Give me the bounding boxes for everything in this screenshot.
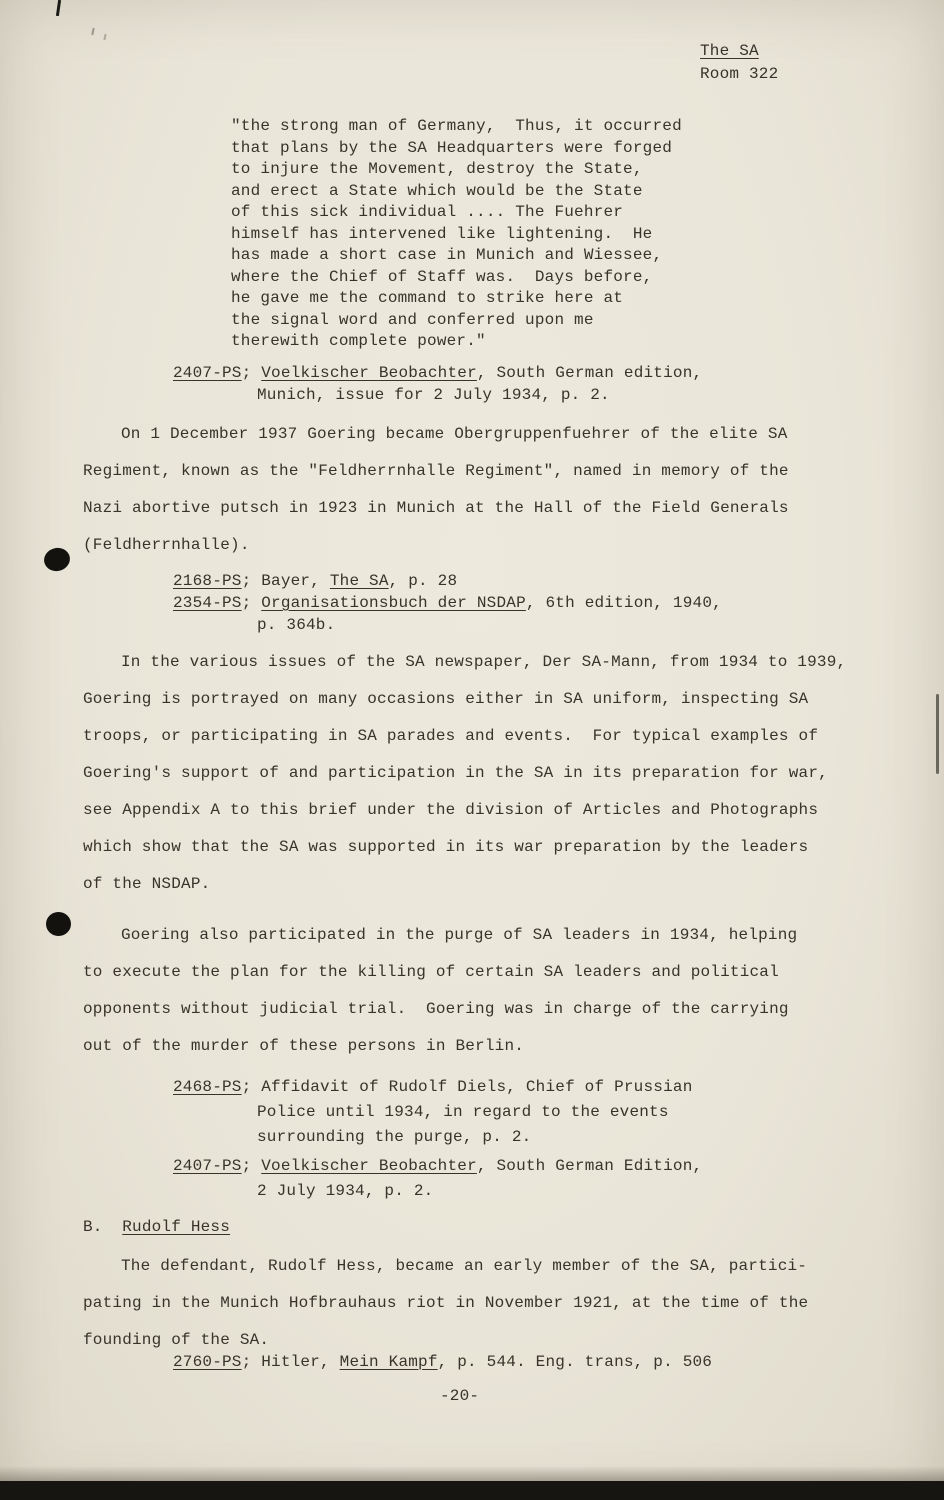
- citation-line: [173, 592, 944, 614]
- paragraph-goering-regiment: [83, 416, 944, 564]
- pen-mark-top-left: [56, 0, 61, 16]
- section-heading-rudolf-hess: [83, 1216, 944, 1238]
- citation-line: [173, 1154, 944, 1179]
- exhibit-number: 2168-PS: [173, 571, 242, 590]
- citation-2468-ps: [173, 1075, 944, 1150]
- quote-line: "the strong man of Germany, Thus, it occurred: [231, 117, 682, 135]
- paragraph-goering-purge: [83, 917, 944, 1065]
- section-label: B.: [83, 1217, 103, 1236]
- citation-text: , 6th edition, 1940,: [525, 593, 722, 612]
- paragraph-line: opponents without judicial trial. Goering was in charge of the carrying: [83, 999, 789, 1018]
- quote-line: the signal word and conferred upon me: [231, 310, 594, 329]
- scan-edge-black-band: [0, 1481, 944, 1500]
- citation-text: , South German edition,: [476, 363, 703, 382]
- cited-work-title: Organisationsbuch der NSDAP: [261, 593, 526, 612]
- citation-text: , p. 544. Eng. trans, p. 506: [437, 1352, 713, 1371]
- citation-line: [173, 1075, 944, 1100]
- paragraph-line: (Feldherrnhalle).: [83, 535, 250, 554]
- paragraph-line: out of the murder of these persons in Berlin.: [83, 1036, 525, 1055]
- scan-speck: [91, 28, 94, 35]
- section-gap: [103, 1218, 123, 1236]
- paragraph-line: pating in the Munich Hofbrauhaus riot in November 1921, at the time of the: [83, 1293, 809, 1312]
- citation-line: [173, 362, 944, 384]
- paragraph-line: Nazi abortive putsch in 1923 in Munich at the Hall of the Field Generals: [83, 498, 789, 517]
- quote-line: therewith complete power.": [231, 332, 486, 350]
- cited-work-title: Voelkischer Beobachter: [261, 1156, 477, 1175]
- citation-line: p. 364b.: [257, 615, 336, 634]
- paragraph-sa-mann-newspaper: [83, 644, 944, 903]
- citation-2168-2354-ps: [173, 570, 944, 636]
- citation-text: ; Bayer,: [241, 571, 330, 590]
- cited-work-title: The SA: [329, 571, 389, 590]
- citation-line: Munich, issue for 2 July 1934, p. 2.: [257, 385, 610, 404]
- quote-line: and erect a State which would be the State: [231, 181, 643, 200]
- citation-line: [173, 570, 944, 592]
- exhibit-number: 2407-PS: [173, 1156, 242, 1175]
- exhibit-number: 2468-PS: [173, 1077, 242, 1096]
- block-quote: [231, 116, 944, 353]
- paragraph-line: troops, or participating in SA parades and events. For typical examples of: [83, 726, 819, 745]
- paragraph-line: founding of the SA.: [83, 1330, 270, 1349]
- cited-work-title: Voelkischer Beobachter: [261, 363, 477, 382]
- hole-punch-mark: [42, 545, 73, 574]
- section-title: Rudolf Hess: [122, 1217, 231, 1236]
- citation-text: ; Affidavit of Rudolf Diels, Chief of Prussian: [241, 1077, 693, 1096]
- paragraph-line: The defendant, Rudolf Hess, became an early member of the SA, partici-: [121, 1256, 808, 1275]
- citation-text: ;: [241, 1156, 262, 1175]
- citation-text: ; Hitler,: [241, 1352, 340, 1371]
- scan-edge-shadow: [0, 1466, 944, 1481]
- quote-line: he gave me the command to strike here at: [231, 289, 624, 307]
- citation-2407-ps-second: [173, 1154, 944, 1204]
- paragraph-line: On 1 December 1937 Goering became Obergruppenfuehrer of the elite SA: [121, 424, 788, 443]
- header-title: The SA: [700, 42, 759, 60]
- paragraph-line: Goering also participated in the purge of SA leaders in 1934, helping: [121, 925, 798, 944]
- hole-punch-mark: [46, 912, 71, 936]
- citation-line: [173, 1351, 944, 1373]
- citation-line: surrounding the purge, p. 2.: [257, 1127, 532, 1146]
- exhibit-number: 2407-PS: [173, 363, 242, 382]
- paragraph-line: Goering is portrayed on many occasions either in SA uniform, inspecting SA: [83, 689, 809, 708]
- quote-line: of this sick individual .... The Fuehrer: [231, 203, 624, 221]
- paragraph-line: which show that the SA was supported in its war preparation by the leaders: [83, 837, 809, 856]
- citation-line: 2 July 1934, p. 2.: [257, 1181, 434, 1200]
- paragraph-line: In the various issues of the SA newspaper, Der SA-Mann, from 1934 to 1939,: [121, 652, 847, 671]
- quote-line: that plans by the SA Headquarters were forged: [231, 138, 673, 157]
- paragraph-line: Goering's support of and participation in the SA in its preparation for war,: [83, 763, 828, 782]
- quote-line: where the Chief of Staff was. Days before,: [231, 267, 653, 286]
- scan-edge-mark: [936, 694, 939, 774]
- citation-text: ;: [241, 593, 262, 612]
- paragraph-line: see Appendix A to this brief under the division of Articles and Photographs: [83, 800, 819, 819]
- citation-2760-ps: [173, 1351, 944, 1373]
- quote-line: has made a short case in Munich and Wiessee,: [231, 246, 663, 264]
- quote-line: to injure the Movement, destroy the State,: [231, 160, 643, 178]
- cited-work-title: Mein Kampf: [339, 1352, 438, 1371]
- paragraph-hess-early-member: [83, 1248, 944, 1359]
- paragraph-line: Regiment, known as the "Feldherrnhalle Regiment", named in memory of the: [83, 461, 789, 480]
- scan-speck: [103, 34, 106, 40]
- page-header: [700, 40, 778, 86]
- paragraph-line: of the NSDAP.: [83, 874, 211, 893]
- citation-text: , p. 28: [388, 571, 458, 590]
- exhibit-number: 2760-PS: [173, 1352, 242, 1371]
- paragraph-line: to execute the plan for the killing of certain SA leaders and political: [83, 962, 779, 981]
- exhibit-number: 2354-PS: [173, 593, 242, 612]
- citation-text: ;: [241, 363, 262, 382]
- citation-2407-ps: [173, 362, 944, 406]
- header-room: Room 322: [700, 65, 779, 83]
- citation-line: Police until 1934, in regard to the events: [257, 1102, 669, 1121]
- citation-text: , South German Edition,: [476, 1156, 703, 1175]
- quote-line: himself has intervened like lightening. He: [231, 224, 653, 243]
- page-number: -20-: [440, 1386, 480, 1405]
